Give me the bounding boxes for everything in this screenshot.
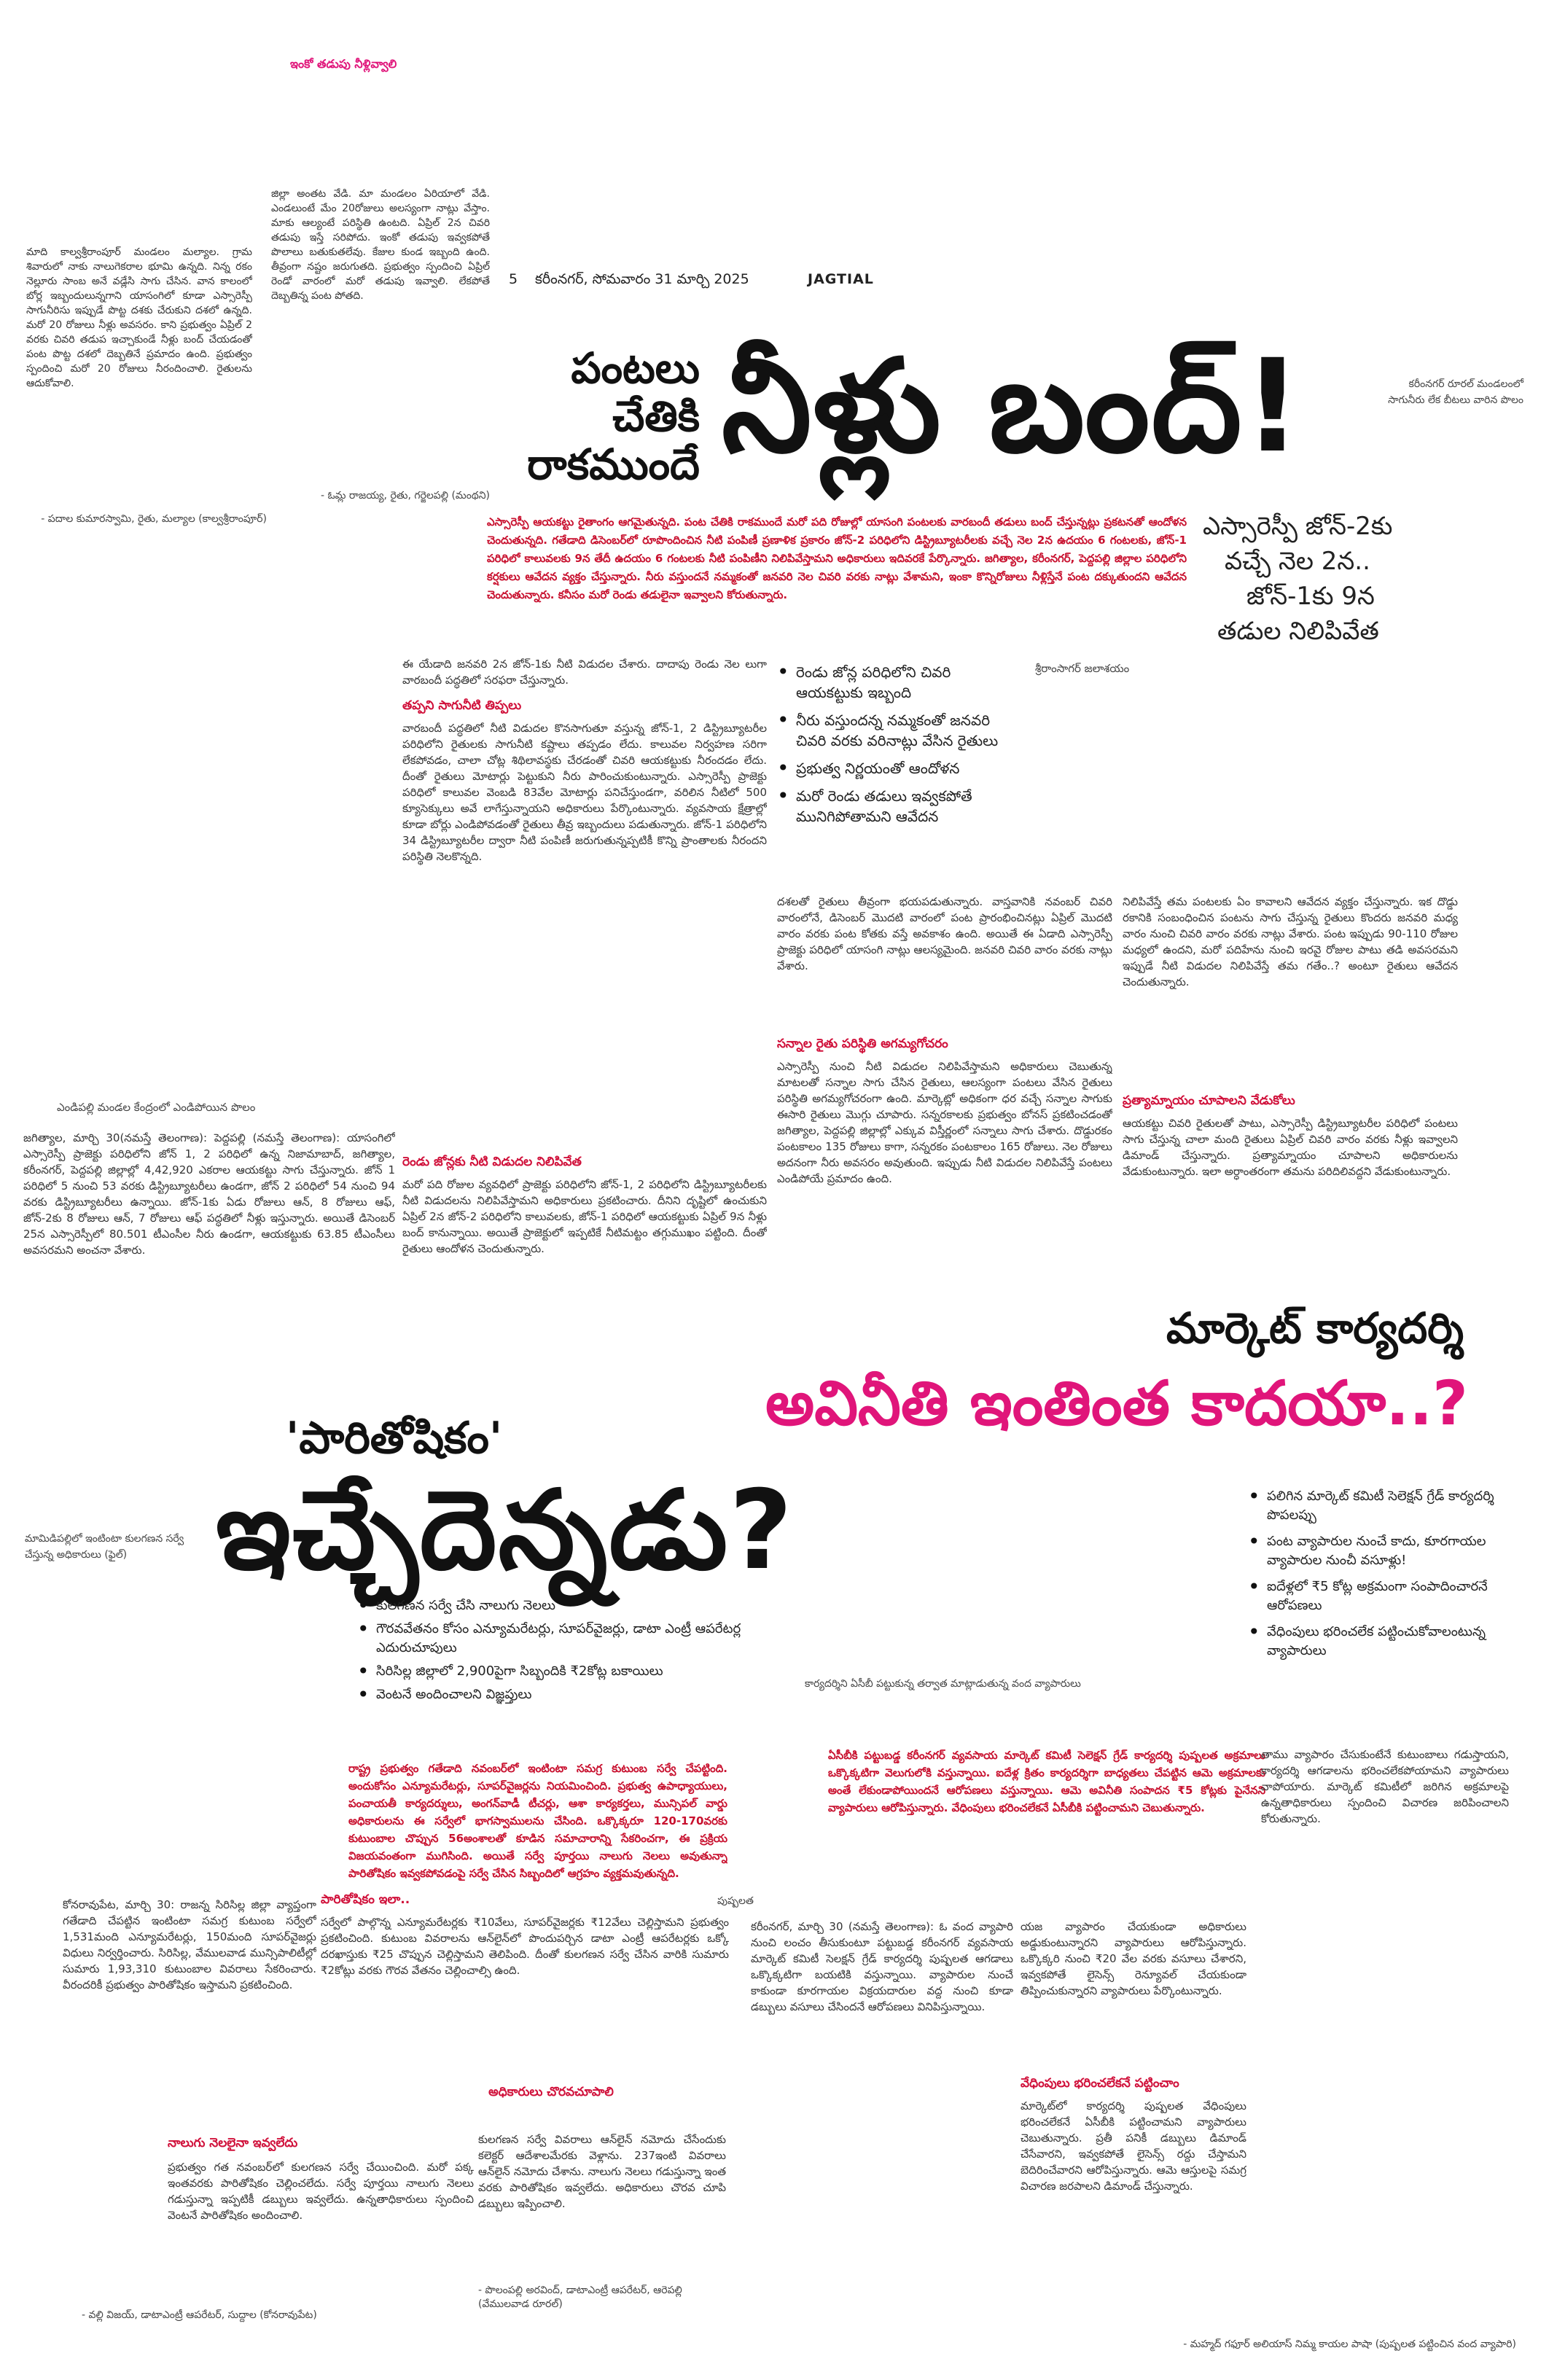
market-body-4: తాము వ్యాపారం చేసుకుంటేనే కుటుంబాలు గడుస్తాయని, కార్యదర్శి ఆగడాలను భరించలేకపోయామని వ్యాపారులు వాపోయారు. మార్కెట్ కమిటీలో జరిగిన అక్రమాలపై ఉన్నతాధికారులు స్పందించి విచారణ జరిపించాలని కోరుతున్నారు. <box>1261 1748 1509 1825</box>
col1-body-2: మరో పది రోజుల వ్యవధిలో ప్రాజెక్టు పరిధిలోని జోన్-1, 2 పరిధిలోని డిస్ట్రిబ్యూటరీలకు నీటి విడుదలను నిలిపివేస్తామని అధికారులు ప్రకటించారు. దీనిని దృష్టిలో ఉంచుకుని ఏప్రిల్ 2న జోన్-2 పరిధిలోని కాలువలకు, జోన్-1 పరిధిలో ఆయకట్టుకు ఏప్రిల్ 9న నీళ్లు బంద్ కానున్నాయి. అయితే ప్రాజెక్టులో ఇప్పటికే నీటిమట్టం తగ్గుముఖం పట్టింది. దీంతో రైతులు ఆందోళన చెందుతున్నారు. <box>402 1178 767 1255</box>
col2-body: దశలతో రైతులు తీవ్రంగా భయపడుతున్నారు. వాస్తవానికి నవంబర్ చివరి వారంలోనే, డిసెంబర్ మొదటి వారంలో పంట ప్రారంభించినట్లు ఏప్రిల్ మొదటి వారం వరకు పంట కోతకు వస్తే అవకాశం ఉంది. అయితే ఈ ఏడాది ఎస్సారెస్పీ ప్రాజెక్టు పరిధిలో యాసంగి నాట్లు ఆలస్యమైంది. జనవరి చివరి వారం వరకు నాట్లు వేశారు. <box>777 895 1112 972</box>
col2-body-2: ఎస్సారెస్పీ నుంచి నీటి విడుదల నిలిపివేస్తామని అధికారులు చెబుతున్న మాటలతో సన్నాల సాగు చేసిన రైతులు, ఆలస్యంగా పంటలు వేసిన రైతులు పరిస్థితి అగమ్యగోచరంగా ఉంది. మార్కెట్లో అధికంగా ధర వచ్చే సన్నాల సాగుకు ఈసారి రైతులు మొగ్గు చూపారు. సన్నరకాలకు ప్రభుత్వం బోనస్ ప్రకటించడంతో జగిత్యాల, పెద్దపల్లి జిల్లాల్లో ఎక్కువ విస్తీర్ణంలో సన్నాలు సాగు చేశారు. దొడ్డురకం పంటకాలం 135 రోజులు కాగా, సన్నరకం పంటకాలం 165 రోజులు. నెల రోజులు అదనంగా నీరు అవసరం అవుతుంది. ఇప్పుడు నీటి విడుదల నిలిపివేస్తే పంటలు ఎండిపోయే ప్రమాదం ఉంది. <box>777 1060 1112 1185</box>
market-body-3: మార్కెట్‌లో కార్యదర్శి పుష్పలత వేధింపులు భరించలేకనే ఏసీబీకి పట్టించామని వ్యాపారులు చెబుతున్నారు. ప్రతీ పనికీ డబ్బులు డిమాండ్ చేసేవారని, ఇవ్వకపోతే లైసెన్స్ రద్దు చేస్తామని బెదిరించేవారని ఆరోపిస్తున్నారు. ఆమె ఆస్తులపై సమగ్ర విచారణ జరపాలని డిమాండ్ చేస్తున్నారు. <box>1021 2099 1246 2193</box>
survey-col-b-subhead: పారితోషికం ఇలా.. <box>321 1892 410 1907</box>
left-quote-2-text: జిల్లా అంతట వేడి. మా మండలం ఏరియాలో వేడి. ఎండలుంటే మేం 20రోజులు అలస్యంగా నాట్లు వేస్తాం. మాకు ఆల్యంటే పరిస్థితి ఉంటది. ఏప్రిల్ 2న చివరి తడుపు ఇస్తే సరిపోదు. ఇంకో తడుపు ఇవ్వకపోతే పొలాలు బతుకుతలేవు. కేజుల కుండ ఇబ్బంది ఉంది. తీవ్రంగా నష్టం జరుగుతది. ప్రభుత్వం స్పందించి ఏప్రిల్ రెండో వారంలో మరో తడుపు ఇవ్వాలి. లేకపోతే దెబ్బతిన్న పంట పోతది. <box>271 188 490 302</box>
market-byline-tag: పుష్పలత <box>717 1895 754 1907</box>
survey-col-a: కోనరావుపేట, మార్చి 30: రాజన్న సిరిసిల్ల జిల్లా వ్యాప్తంగా గతేడాది చేపట్టిన ఇంటింటా సమగ్ర కుటుంబ సర్వేలో 1,531మంది ఎన్యూమరేటర్లు, 150మంది సూపర్‌వైజర్లు విధులు నిర్వర్తించారు. సిరిసిల్ల, వేములవాడ మున్సిపాలిటీల్లో సుమారు 1,93,310 కుటుంబాల వివరాలు సేకరించారు. వీరందరికీ ప్రభుత్వం పారితోషికం ఇస్తామని ప్రకటించింది. <box>63 1898 316 1991</box>
pre-title-line-3: రాకముందే <box>527 440 700 489</box>
col3-subhead: ప్రత్యామ్నాయం చూపాలని వేడుకోలు <box>1123 1093 1295 1108</box>
market-kicker: మార్కెట్ కార్యదర్శి <box>1166 1303 1464 1353</box>
market-body-2: యజ వ్యాపారం చేయకుండా అధికారులు అడ్డుకుంటున్నారని వ్యాపారులు ఆరోపిస్తున్నారు. ఒక్కొక్కరి నుంచి ₹20 వేల వరకు వసూలు చేశారని, ఇవ్వకపోతే లైసెన్స్ రెన్యూవల్ చేయకుండా తిప్పించుకున్నారని వ్యాపారులు పేర్కొంటున్నారు. <box>1021 1920 1246 1997</box>
col1-body-1: వారబందీ పద్ధతిలో నీటి విడుదల కొనసాగుతూ వస్తున్న జోన్-1, 2 డిస్ట్రిబ్యూటరీల పరిధిలోని రైతులకు సాగునీటి కష్టాలు తప్పడం లేదు. కాలువల నిర్వహణ సరిగా లేకపోవడం, చాలా చోట్ల శిథిలావస్థకు చేరడంతో చివరి ఆయకట్టుకు నీరందడం లేదు. దీంతో రైతులు మోటార్లు పెట్టుకుని నీరు పారించుకుంటున్నారు. ఎస్సారెస్పీ ప్రాజెక్టు పరిధిలో కాలువల వెంబడి 83వేల మోటార్లు పనిచేస్తుండగా, వరిలిన నీటిలో 500 క్యూసెక్కులు అవే లాగేస్తున్నాయని అధికారులు పేర్కొంటున్నారు. వ్యవసాయ క్షేత్రాల్లో కూడా బోర్లు ఎండిపోవడంతో రైతులు తీవ్ర ఇబ్బందులు పడుతున్నారు. జోన్-1 పరిధిలోని 34 డిస్ట్రిబ్యూటరీల ద్వారా నీటి పంపిణీ జరుగుతున్నప్పటికీ కొన్ని ప్రాంతాలకు నీరందని పరిస్థితి నెలకొన్నది. <box>402 722 767 863</box>
col1-subhead-1: తప్పని సాగునీటి తిప్పలు <box>402 698 522 713</box>
main-title: నీళ్లు బంద్! <box>722 332 1303 481</box>
survey-col-b-2: కులగణన సర్వే వివరాలు ఆన్‌లైన్ నమోదు చేసేందుకు కలెక్టర్ ఆదేశాలమేరకు వెళ్లాను. 237ఇంటి వివరాలు ఆన్‌లైన్ నమోదు చేశాను. నాలుగు నెలలు గడుస్తున్నా ఇంత వరకు పారితోషికం ఇవ్వలేదు. అధికారులు చొరవ చూపి డబ్బులు ఇప్పించాలి. <box>478 2133 726 2210</box>
col2-bullet: • మరో రెండు తడులు ఇవ్వకపోతే మునిగిపోతామని ఆవేదన <box>777 786 1018 827</box>
col2-bullet: • నీరు వస్తుందన్న నమ్మకంతో జనవరి చివరి వరకు వరినాట్లు వేసిన రైతులు <box>777 710 1018 751</box>
left-quote-2-byline: - ఓమ్ల రాజయ్య, రైతు, గర్జెలపల్లి (మంథని) <box>320 490 490 502</box>
side-head-line-4: తడుల నిలిపివేత <box>1217 617 1379 646</box>
survey-bullet: • సిరిసిల్ల జిల్లాలో 2,900పైగా సిబ్బందికి ₹2కోట్ల బకాయిలు <box>357 1662 765 1681</box>
market-quote-byline: - మహ్మద్ గఫూర్ అలియాస్ నిమ్మ కాయల పాషా (పుష్పలత పట్టించిన వంద వ్యాపారి) <box>1183 2338 1516 2350</box>
survey-col-a-2: ప్రభుత్వం గత నవంబర్‌లో కులగణన సర్వే చేయించింది. మరో పక్క ఇంతవరకు పారితోషికం చెల్లించలేదు. సర్వే పూర్తయి నాలుగు నెలలు గడుస్తున్నా ఇప్పటికీ డబ్బులు ఇవ్వలేదు. ఉన్నతాధికారులు స్పందించి వెంటనే పారితోషికం అందించాలి. <box>168 2161 474 2222</box>
pre-title <box>481 344 700 488</box>
survey-bullet: • కులగణన సర్వే చేసి నాలుగు నెలలు <box>357 1596 765 1615</box>
market-bullet: • పలిగిన మార్కెట్ కమిటీ సెలెక్షన్ గ్రేడ్ కార్యదర్శి పొపలప్పు <box>1248 1487 1510 1525</box>
survey-col-a-subhead: నాలుగు నెలలైనా ఇవ్వలేదు <box>168 2136 298 2150</box>
survey-col-b: సర్వేలో పాల్గొన్న ఎన్యూమరేటర్లకు ₹10వేలు, సూపర్‌వైజర్లకు ₹12వేలు చెల్లిస్తామని ప్రభుత్వం ప్రకటించింది. కుటుంబ వివరాలను ఆన్‌లైన్‌లో పొందుపర్చిన డాటా ఎంట్రీ ఆపరేటర్లకు ఒక్కో దరఖాస్తుకు ₹25 చొప్పున చెల్లిస్తామని తెలిపింది. దీంతో కులగణన సర్వే చేసిన వారికి సుమారు ₹2కోట్లు వరకు గౌరవ వేతనం చెల్లించాల్సి ఉంది. <box>321 1916 729 1977</box>
page-number: 5 <box>509 271 518 287</box>
market-body-1: కరీంనగర్, మార్చి 30 (నమస్తే తెలంగాణ): ఓ వంద వ్యాపారి నుంచి లంచం తీసుకుంటూ పట్టుబడ్డ కరీంనగర్ వ్యవసాయ మార్కెట్ కమిటీ సెలక్షన్ గ్రేడ్ కార్యదర్శి పుష్పలత ఆగడాలు ఒక్కొక్కటిగా బయటికి వస్తున్నాయి. వ్యాపారుల నుంచే కాకుండా కూరగాయల విక్రయదారుల వద్ద నుంచి కూడా డబ్బులు వసూలు చేసిందనే ఆరోపణలు వినిపిస్తున్నాయి. <box>751 1920 1013 2013</box>
lead-red: ఎస్సారెస్పీ ఆయకట్టు రైతాంగం ఆగమైతున్నది. పంట చేతికి రాకముందే మరో పది రోజుల్లో యాసంగి పంటలకు వారబందీ తడులు బంద్ చేస్తున్నట్లు ప్రకటనతో ఆందోళన చెందుతున్నది. గతేడాది డిసెంబర్‌లో రూపొందించిన నీటి పంపిణీ ప్రణాళిక ప్రకారం జోన్-2 పరిధిలోని డిస్ట్రిబ్యూటరీలకు వచ్చే నెల 2న ఉదయం 6 గంటలకు, జోన్-1 పరిధిలో కాలువలకు 9న తేదీ ఉదయం 6 గంటలకు నీటి పంపిణీని నిలిపివేస్తామని అధికారులు ఇదివరకే పేర్కొన్నారు. జగిత్యాల, కరీంనగర్, పెద్దపల్లి జిల్లాల పరిధిలోని కర్షకులు ఆవేదన వ్యక్తం చేస్తున్నారు. నీరు వస్తుందనే నమ్మకంతో జనవరి నెల చివరి వరకు నాట్లు వేశామని, ఇంకా కొన్నిరోజులు నీళ్లిస్తేనే పంట దక్కుతుందని ఆవేదన చెందుతున్నారు. కనీసం మరో రెండు తడులైనా ఇవ్వాలని కోరుతున్నారు. <box>487 515 1187 601</box>
col2-subhead: సన్నాల రైతు పరిస్థితి అగమ్యగోచరం <box>777 1037 948 1051</box>
photo-caption-left: ఎండిపల్లి మండల కేంద్రంలో ఎండిపోయిన పొలం <box>57 1101 256 1114</box>
survey-bullets <box>357 1596 765 1709</box>
col3-body-2: ఆయకట్టు చివరి రైతులతో పాటు, ఎస్సారెస్పీ డిస్ట్రిబ్యూటరీల పరిధిలో పంటలు సాగు చేస్తున్న చాలా మంది రైతులు ఏప్రిల్ చివరి వారం వరకు నీళ్లు ఇవ్వాలని డిమాండ్ చేస్తున్నారు. ప్రత్యామ్నాయం చూపాలని అధికారులను వేడుకుంటున్నారు. ఇలా అర్ధాంతరంగా తమను పరిదిలివద్దని వేడుకుంటున్నారు. <box>1123 1117 1458 1178</box>
col2-bullet: • రెండు జోన్ల పరిధిలోని చివరి ఆయకట్టుకు ఇబ్బంది <box>777 662 1018 703</box>
market-bullet: • పంట వ్యాపారుల నుంచే కాదు, కూరగాయల వ్యాపారుల నుంచీ వసూళ్లు! <box>1248 1532 1510 1570</box>
survey-quote-label: 'పారితోషికం' <box>286 1413 503 1464</box>
market-photo-caption: కార్యదర్శిని ఏసీబీ పట్టుకున్న తర్వాత మాట్లాడుతున్న వంద వ్యాపారులు <box>805 1678 1081 1690</box>
market-bullets <box>1248 1487 1510 1668</box>
survey-photo-caption: మామిడిపల్లిలో ఇంటింటా కులగణన సర్వే చేస్తున్న అధికారులు (ఫైల్) <box>25 1533 184 1561</box>
survey-bullet: • గౌరవవేతనం కోసం ఎన్యూమరేటర్లు, సూపర్‌వైజర్లు, డాటా ఎంట్రీ ఆపరేటర్ల ఎదురుచూపులు <box>357 1620 765 1658</box>
col1-subhead-2: రెండు జోన్లకు నీటి విడుదల నిలిపివేత <box>402 1155 582 1169</box>
col1-intro: ఈ యేడాది జనవరి 2న జోన్-1కు నీటి విడుదల చేశారు. దాదాపు రెండు నెల లుగా వారబందీ పద్ధతిలో సరఫరా చేస్తున్నారు. <box>402 658 767 687</box>
photo-caption-right: కరీంనగర్ రూరల్ మండలంలో సాగునీరు లేక బీటలు వారిన పొలం <box>1388 378 1523 406</box>
survey-title: ఇచ్చేదెన్నడు? <box>216 1467 795 1594</box>
side-head-line-2: వచ్చే నెల 2న.. <box>1225 547 1370 576</box>
survey-bullet: • వెంటనే అందించాలని విజ్ఞప్తులు <box>357 1685 765 1704</box>
pre-title-line-1: పంటలు <box>571 343 700 393</box>
market-lead-red: ఏసీబీకి పట్టుబడ్డ కరీంనగర్ వ్యవసాయ మార్కెట్ కమిటీ సెలెక్షన్ గ్రేడ్ కార్యదర్శి పుష్పలత అక్రమాలు ఒక్కొక్కటిగా వెలుగులోకి వస్తున్నాయి. ఐదేళ్ల క్రితం కార్యదర్శిగా బాధ్యతలు చేపట్టిన ఆమె అక్రమాలకు అంతే లేకుండాపోయిందనే ఆరోపణలు వస్తున్నాయి. ఆమె అవినీతి సంపాదన ₹5 కోట్లకు పైనేనని వ్యాపారులు ఆరోపిస్తున్నారు. వేధింపులు భరించలేకనే ఏసీబీకి పట్టించామని చెబుతున్నారు. <box>828 1749 1265 1814</box>
market-subhead: వేధింపులు భరించలేకనే పట్టించాం <box>1021 2076 1179 2091</box>
side-head-line-3: జోన్-1కు 9న <box>1246 582 1375 611</box>
col2-bullets <box>777 662 1018 834</box>
col2-bullet: • ప్రభుత్వ నిర్ణయంతో ఆందోళన <box>777 758 1018 779</box>
market-bullet: • ఐదేళ్లలో ₹5 కోట్ల అక్రమంగా సంపాదించారనే ఆరోపణలు <box>1248 1577 1510 1615</box>
left-bottom-body: జగిత్యాల, మార్చి 30(నమస్తే తెలంగాణ): పెద్దపల్లి (నమస్తే తెలంగాణ): యాసంగిలో ఎస్సారెస్పీ ప్రాజెక్టు పరిధిలోని జోన్ 1, 2 పరిధిలో ఉన్న నిజామాబాద్, జగిత్యాల, కరీంనగర్, పెద్దపల్లి జిల్లాల్లో 4,42,920 ఎకరాల ఆయకట్టు సాగు చేస్తున్నారు. జోన్ 1 పరిధిలో 5 నుంచి 53 వరకు డిస్ట్రిబ్యూటరీలు ఉండగా, జోన్ 2 పరిధిలో 54 నుంచి 94 వరకు డిస్ట్రిబ్యూటరీలు ఉన్నాయి. జోన్-1కు ఏడు రోజులు ఆన్, 8 రోజులు ఆఫ్, జోన్-2కు 8 రోజులు ఆన్, 7 రోజులు ఆఫ్ పద్ధతిలో నీళ్లు ఇస్తున్నారు. అయితే డిసెంబర్ 25న ఎస్సారెస్పీలో 80.501 టీఎంసీల నీరు ఉండగా, ఆయకట్టుకు 63.85 టీఎంసీలు అవసరమని అంచనా వేశారు. <box>23 1131 395 1257</box>
market-bullet: • వేధింపులు భరించలేక పట్టించుకోవాలంటున్న వ్యాపారులు <box>1248 1623 1510 1661</box>
left-quote-1-text: మాది కాల్వశ్రీరాంపూర్ మండలం మల్యాల. గ్రామ శివారులో నాకు నాలుగెకరాల భూమి ఉన్నది. నిన్న రకం నెల్లూరు సాంబ అనే వడ్లేసి సాగు చేసిన. వాన కాలంలో బోర్ల ఇబ్బందులున్నగాని యాసంగిలో కూడా ఎస్సారెస్పీ సాగునీరిసు ఇప్పుడే పొట్ట దశకు చేరుకుని దశలో ఉన్నది. మరో 20 రోజులు నీళ్లు అవసరం. కాని ప్రభుత్వం ఏప్రిల్ 2 వరకు చివరి తడుప ఇచ్చాకుండే నీళ్లు బంద్ చేయడంతో పంట పొట్ట దశలో దెబ్బతినే ప్రమాదం ఉంది. ప్రభుత్వం స్పందించి మరో 20 రోజులు నీరందించాలి. రైతులను ఆదుకోవాలి. <box>26 246 252 389</box>
tag-text: ఇంకో తడుపు నీళ్లివ్వాలి <box>290 57 397 71</box>
survey-lead-red: రాష్ట్ర ప్రభుత్వం గతేడాది నవంబర్‌లో ఇంటింటా సమగ్ర కుటుంబ సర్వే చేపట్టింది. అందుకోసం ఎన్యూమరేటర్లు, సూపర్‌వైజర్లను నియమించింది. ప్రభుత్వ ఉపాధ్యాయులు, పంచాయతీ కార్యదర్శులు, అంగన్‌వాడీ టీచర్లు, ఆశా కార్యకర్తలు, మున్సిపల్ వార్డు అధికారులను ఈ సర్వేలో భాగస్వాములను చేసింది. ఒక్కొక్కరూ 120-170వరకు కుటుంబాల చొప్పున 56అంశాలతో కూడిన సమాచారాన్ని సేకరించగా, ఈ ప్రక్రియ విజయవంతంగా ముగిసింది. అయితే సర్వే పూర్తయి నాలుగు నెలలు అవుతున్నా పారితోషికం ఇవ్వకపోవడంపై సర్వే చేసిన సిబ్బందిలో ఆగ్రహం వ్యక్తమవుతున్నది. <box>348 1762 727 1880</box>
dateline: కరీంనగర్, సోమవారం 31 మార్చి 2025 <box>535 271 749 287</box>
side-head <box>1203 509 1480 649</box>
pre-title-line-2: చేతికి <box>612 391 700 441</box>
survey-col-b-byline: - పొలంపల్లి అరవింద్, డాటాఎంట్రీ ఆపరేటర్, ఆరెపల్లి (వేములవాడ రూరల్) <box>478 2285 682 2310</box>
survey-col-b-tag: అధికారులు చొరవచూపాలి <box>488 2085 614 2099</box>
photo-caption-mid: శ్రీరాంసాగర్ జలాశయం <box>1035 662 1130 675</box>
market-title: అవినీతి ఇంతింత కాదయా..? <box>765 1367 1468 1439</box>
side-head-line-1: ఎస్సారెస్పీ జోన్-2కు <box>1203 512 1393 541</box>
left-quote-1-byline: - పదాల కుమారస్వామి, రైతు, మల్యాల (కాల్వశ్రీరాంపూర్) <box>41 513 267 525</box>
survey-col-a-byline: - వల్లి విజయ్, డాటాఎంట్రీ ఆపరేటర్, సుద్దాల (కోనరావుపేట) <box>82 2309 317 2321</box>
edition: JAGTIAL <box>808 271 874 287</box>
masthead <box>509 271 1515 293</box>
col3-body: నిలిపివేస్తే తమ పంటలకు ఏం కావాలని ఆవేదన వ్యక్తం చేస్తున్నారు. ఇక దొడ్డు రకానికి సంబంధించిన పంటను సాగు చేస్తున్న రైతులు కొందరు జనవరి మధ్య వారం నుంచి చివరి వారం వరకు నాట్లు వేశారు. పంట ఇప్పుడు 90-110 రోజుల మధ్యలో ఉందని, మరో పదిహేను నుంచి ఇరవై రోజుల పాటు తడి అవసరమని ఇప్పుడే నీటి విడుదల నిలిపివేస్తే తమ గతేం..? అంటూ రైతులు ఆవేదన చెందుతున్నారు. <box>1123 895 1458 988</box>
